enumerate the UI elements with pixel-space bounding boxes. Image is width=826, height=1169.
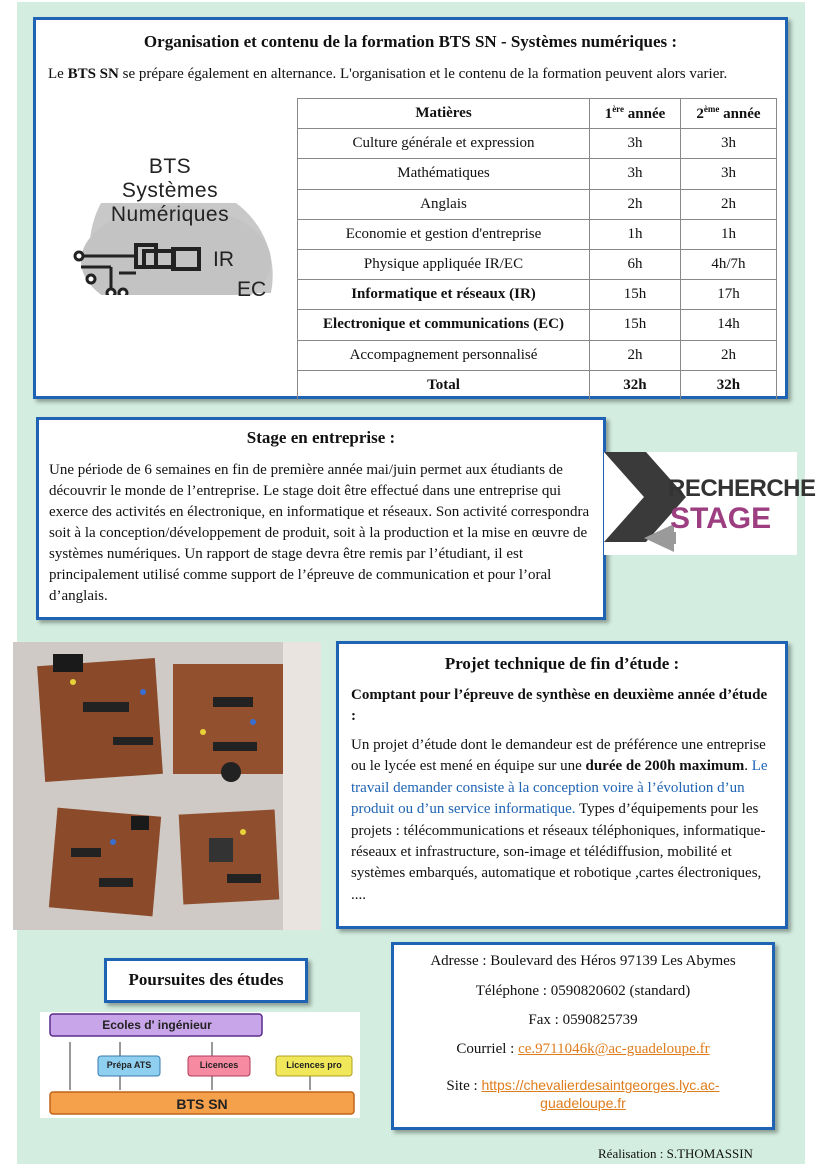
diagram-ecoles: Ecoles d' ingénieur: [102, 1018, 212, 1032]
recherche-stage-badge: [604, 452, 816, 555]
cell-y1: 1h: [590, 219, 681, 249]
formation-title: Organisation et contenu de la formation BTS SN - Systèmes numériques :: [143, 32, 678, 51]
cell-y2: 3h: [680, 159, 776, 189]
circuit-boards-photo: [13, 642, 321, 930]
site-label: Site :: [446, 1078, 482, 1094]
table-row: [298, 340, 777, 370]
cell-y1: 15h: [590, 310, 681, 340]
site-link[interactable]: https://chevalierdesaintgeorges.lyc.ac-: [481, 1077, 720, 1093]
projet-body-bold: durée de 200h maximum: [585, 758, 745, 775]
cell-y2: 1h: [680, 219, 776, 249]
diagram-prepa: Prépa ATS: [106, 1060, 152, 1070]
site-link-cont[interactable]: guadeloupe.fr: [540, 1095, 626, 1111]
year-2-word: année: [719, 106, 761, 123]
contact-fax: Fax : 0590825739: [528, 1012, 638, 1028]
poursuites-section: [104, 958, 308, 1003]
cell-y1: 3h: [590, 159, 681, 189]
projet-body-blue: Le travail demander consiste à la conception voire à l’évolution d’un produit ou d’un service informatique.: [351, 758, 768, 818]
photo-graphic: [13, 642, 321, 930]
projet-title: Projet technique de fin d’étude :: [444, 654, 680, 673]
logo-text: [61, 155, 279, 227]
stage-title: Stage en entreprise :: [246, 428, 396, 447]
diagram-licences: Licences: [199, 1060, 239, 1070]
table-row: [298, 310, 777, 340]
cell-matiere: Mathématiques: [298, 159, 590, 189]
contact-section: [391, 942, 775, 1130]
poursuites-diagram: [40, 1012, 360, 1118]
cell-y1: 2h: [590, 189, 681, 219]
cell-y1: 2h: [590, 340, 681, 370]
year-1-word: année: [624, 106, 666, 123]
cell-matiere: Anglais: [298, 189, 590, 219]
cell-matiere: Informatique et réseaux (IR): [298, 280, 590, 310]
contact-telephone: Téléphone : 0590820602 (standard): [475, 983, 691, 999]
cell-matiere: Culture générale et expression: [298, 129, 590, 159]
diagram-licences-pro: Licences pro: [286, 1060, 342, 1070]
cell-y2: 4h/7h: [680, 249, 776, 279]
table-row: [298, 219, 777, 249]
intro-prefix: Le: [48, 66, 68, 82]
header-matieres: Matières: [298, 99, 590, 129]
projet-body-1: Un projet d’étude dont le demandeur est de préférence une entreprise ou le lycée est mené en équipe sur une: [351, 737, 766, 775]
projet-subtitle: Comptant pour l’épreuve de synthèse en deuxième année d’étude :: [351, 687, 768, 724]
bts-sn-logo: [61, 153, 279, 301]
badge-line-1: RECHERCHE: [668, 475, 816, 502]
diagram-bts: BTS SN: [176, 1096, 228, 1112]
total-y2: 32h: [680, 370, 776, 400]
cell-matiere: Electronique et communications (EC): [298, 310, 590, 340]
cell-y2: 2h: [680, 340, 776, 370]
table-total-row: [298, 370, 777, 400]
contact-site: [394, 1077, 772, 1113]
projet-body-2: Types d’équipements pour les projets : télécommunications et réseaux téléphoniques, informatique-réseaux et infrastructure, son-image et télédiffusion, mobilité et systèmes embarqués, automatique et robotique ,cartes électroniques, ....: [351, 801, 766, 903]
table-row: [298, 189, 777, 219]
table-header-row: [298, 99, 777, 129]
logo-line-1: BTS: [148, 155, 192, 178]
projet-body: [351, 735, 776, 906]
logo-line-2: Systèmes: [121, 179, 219, 202]
cell-y1: 3h: [590, 129, 681, 159]
logo-ec: EC: [237, 278, 267, 301]
logo-line-3: Numériques: [110, 203, 230, 226]
cell-matiere: Economie et gestion d'entreprise: [298, 219, 590, 249]
stage-section: [36, 417, 606, 620]
badge-line-2: STAGE: [670, 502, 772, 535]
cell-y2: 17h: [680, 280, 776, 310]
projet-body-end: .: [744, 758, 752, 775]
total-y1: 32h: [590, 370, 681, 400]
contact-courriel: [394, 1041, 772, 1058]
table-row: [298, 280, 777, 310]
table-row: [298, 249, 777, 279]
formation-intro: [48, 65, 773, 84]
table-row: [298, 159, 777, 189]
cell-y1: 6h: [590, 249, 681, 279]
year-2-num: 2: [696, 106, 704, 123]
intro-bold: BTS SN: [67, 66, 119, 82]
stage-body: Une période de 6 semaines en fin de première année mai/juin permet aux étudiants de découvrir le monde de l’entreprise. Le stage doit être effectué dans une entreprise qui exerce des activités en électronique, en informatique et réseaux. Son activité correspondra soit à la conception/développement de produit, soit à la production et la mise en œuvre de systèmes numériques. Un rapport de stage devra être remis par l’étudiant, il est principalement utilisé comme support de l’épreuve de communication et pour l’oral d’anglais.: [49, 462, 590, 604]
intro-rest: se prépare également en alternance. L'organisation et le contenu de la formation peuvent alors varier.: [118, 66, 728, 82]
cell-matiere: Physique appliquée IR/EC: [298, 249, 590, 279]
cell-y2: 14h: [680, 310, 776, 340]
subjects-table: [297, 98, 777, 400]
logo-ir: IR: [213, 248, 234, 271]
projet-section: [336, 641, 788, 929]
courriel-label: Courriel :: [456, 1041, 519, 1057]
total-label: Total: [298, 370, 590, 400]
contact-adresse: Adresse : Boulevard des Héros 97139 Les Abymes: [430, 953, 736, 969]
header-year-1: [590, 99, 681, 129]
year-1-num: 1: [604, 106, 613, 123]
cell-y1: 15h: [590, 280, 681, 310]
realisation-credit: Réalisation : S.THOMASSIN: [598, 1146, 753, 1161]
poursuites-title: Poursuites des études: [128, 970, 284, 989]
header-year-2: [680, 99, 776, 129]
year-2-sup: ème: [703, 104, 720, 115]
cell-matiere: Accompagnement personnalisé: [298, 340, 590, 370]
formation-section: [33, 17, 788, 399]
cell-y2: 3h: [680, 129, 776, 159]
cell-y2: 2h: [680, 189, 776, 219]
year-1-sup: ère: [612, 104, 625, 115]
courriel-link[interactable]: ce.9711046k@ac-guadeloupe.fr: [518, 1041, 710, 1057]
table-row: [298, 129, 777, 159]
